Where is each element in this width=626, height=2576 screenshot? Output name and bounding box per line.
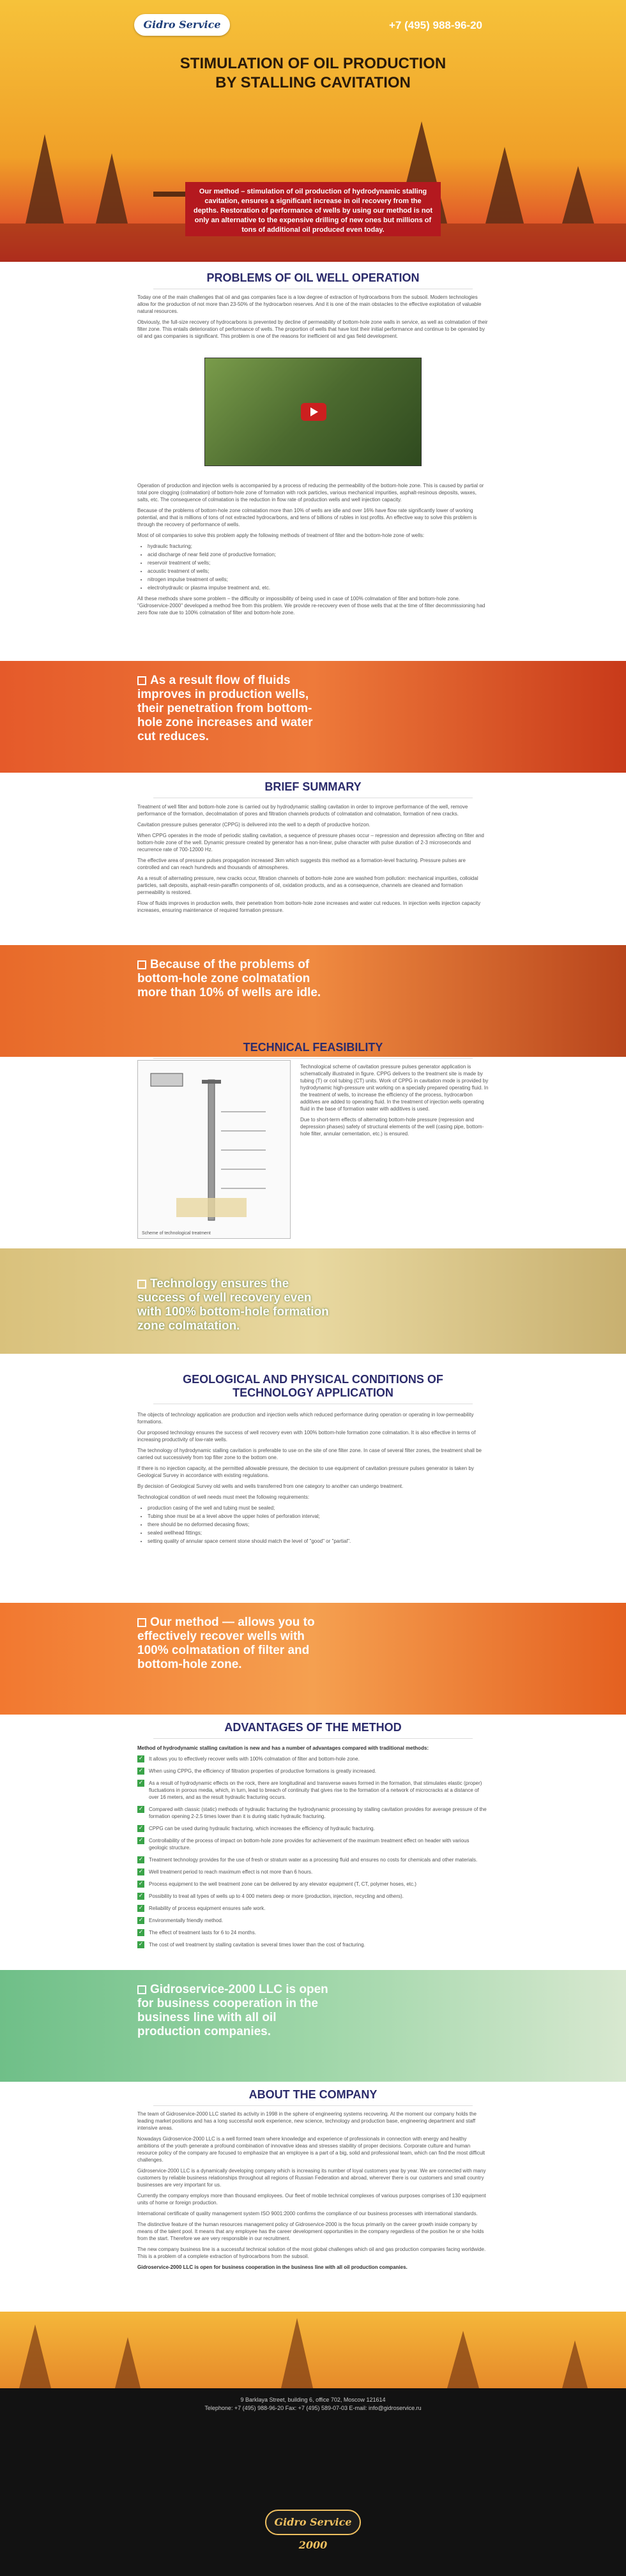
footer-phone-email[interactable]: Telephone: +7 (495) 988-96-20 Fax: +7 (495) 589-07-03 E-mail: info@gidroservice.ru: [204, 2405, 422, 2411]
advantage-text: Environmentally friendly method.: [149, 1918, 224, 1923]
list-item: • there should be no deformed decasing flows;: [148, 1521, 489, 1528]
banner-copy: Technology ensures the success of well recovery even with 100% bottom-hole formation zone colmatation.: [137, 1277, 329, 1333]
company-logo[interactable]: [134, 14, 230, 36]
well-scheme-graphic: [138, 1061, 291, 1227]
lead-box: Our method – stimulation of oil production of hydrodynamic stalling cavitation, ensures a significant increase in oil recovery from the depths. Restoration of performance of wells by using our method is not only an alternative to the expensive drilling of new ones but millions of tons of additional oil produced even today.: [185, 182, 441, 236]
list-item: • acid discharge of near field zone of productive formation;: [148, 551, 489, 558]
requirements-list: [148, 1504, 489, 1545]
technical-body: [300, 1063, 492, 1141]
problems-p2: Obviously, the full-size recovery of hydrocarbons is prevented by decline of permeability of bottom-hole zone walls in service, as well as colmatation of their filter zone. This entails deterioration of performance of wells. The proportion of wells that have lost their initial performance and continue to be operated by oil and gas companies is significant. This problem is one of the reasons for inefficient oil and gas field development.: [137, 319, 488, 339]
header-phone[interactable]: +7 (495) 988-96-20: [388, 19, 482, 31]
advantage-item: [137, 1825, 489, 1832]
advantage-item: [137, 1780, 489, 1801]
brief-title: BRIEF SUMMARY: [0, 780, 626, 798]
advantage-item: [137, 1941, 489, 1948]
about-p8: Gidroservice-2000 LLC is open for business cooperation in the business line with all oil production companies.: [137, 2264, 408, 2270]
footer-logo[interactable]: Gidro Service 2000: [265, 2510, 361, 2535]
advantage-item: [137, 1917, 489, 1924]
brief-p1: Treatment of well filter and bottom-hole zone is carried out by hydrodynamic stalling cavitation in order to improve performance of the well, remove performance of the formation, decolmatation of pores and filtration channels products of colmatation and colmatation, formation of new cracks.: [137, 804, 468, 817]
list-item: • sealed wellhead fittings;: [148, 1529, 489, 1536]
list-item: • setting quality of annular space cement stone should match the level of "good" or "partial".: [148, 1538, 489, 1545]
banner-technology-success: [0, 1248, 626, 1354]
about-title: ABOUT THE COMPANY: [0, 2088, 626, 2106]
brief-body: [137, 803, 489, 918]
oil-derricks-illustration: [0, 96, 626, 262]
check-icon: ✓: [138, 1768, 144, 1774]
check-icon: [137, 676, 146, 685]
banner-text: [137, 1616, 329, 1672]
treatment-scheme-diagram: [137, 1060, 291, 1239]
problems-p1: Today one of the main challenges that oil and gas companies face is a low degree of extraction of hydrocarbons from the subsoil. Modern technologies allow for the production of not more than 23-50% of the hydrocarbon reserves. And it is one of the main obstacles to the effective exploitation of valuable natural resources.: [137, 294, 482, 314]
play-icon[interactable]: [301, 403, 326, 421]
geo-title-line-2: TECHNOLOGY APPLICATION: [233, 1386, 393, 1399]
advantage-text: The cost of well treatment by stalling cavitation is several times lower than the cost of fracturing.: [149, 1942, 365, 1948]
banner-copy: Gidroservice-2000 LLC is open for business cooperation in the business line with all oil production companies.: [137, 1983, 328, 2038]
footer-illustration: [0, 2312, 626, 2388]
check-icon: ✓: [138, 1806, 144, 1812]
banner-idle-wells: [0, 945, 626, 1057]
problems-p4: Because of the problems of bottom-hole zone colmatation more than 10% of wells are idle and over 16% have flow rate significantly lower of working potential, and that is millions of tons of not extracted hydrocarbons, and tens of billions of rubles in lost profits. An effective way to solve this problem is through the recovery of performance of wells.: [137, 508, 477, 527]
title-line-1: STIMULATION OF OIL PRODUCTION: [179, 55, 447, 72]
check-icon: ✓: [138, 1893, 144, 1899]
brief-p3: When CPPG operates in the mode of periodic stalling cavitation, a sequence of pressure phases occur – repression and depression affecting on filter and bottom-hole zone of the well. Dynamic pressure created by generator has a non-linear, pulse character with pulse duration of 2-3 microseconds and recurrence rate of 700-12000 Hz.: [137, 833, 484, 852]
check-icon: ✓: [138, 1837, 144, 1844]
advantage-text: Process equipment to the well treatment zone can be delivered by any elevator equipment (T, CT, polymer hoses, etc.): [149, 1881, 416, 1887]
check-icon: [137, 960, 146, 969]
advantage-item: [137, 1868, 489, 1875]
advantage-item: [137, 1929, 489, 1936]
page-title: [0, 54, 626, 93]
advantages-title: ADVANTAGES OF THE METHOD: [0, 1721, 626, 1739]
geo-title-line-1: GEOLOGICAL AND PHYSICAL CONDITIONS OF: [183, 1373, 443, 1386]
footer: [0, 2388, 626, 2576]
title-line-2: BY STALLING CAVITATION: [215, 74, 411, 91]
brief-p6: Flow of fluids improves in production wells, their penetration from bottom-hole zone increases and water cut reduces. In injection wells injection capacity increases, ensuring maintenance of required formation pressure.: [137, 900, 481, 913]
advantage-item: [137, 1905, 489, 1912]
advantage-text: Reliability of process equipment ensures safe work.: [149, 1905, 266, 1911]
geo-p1: The objects of technology application are production and injection wells which reduced performance during operation or operating in low-permeability formations.: [137, 1412, 474, 1425]
banner-flow-improves: [0, 661, 626, 773]
problems-title: PROBLEMS OF OIL WELL OPERATION: [0, 271, 626, 289]
banner-text: [137, 958, 329, 1000]
advantage-item: [137, 1755, 489, 1762]
advantage-text: CPPG can be used during hydraulic fracturing, which increases the efficiency of hydraulic fracturing.: [149, 1826, 375, 1831]
banner-copy: As a result flow of fluids improves in production wells, their penetration from bottom-hole zone increases and water cut reduces.: [137, 674, 313, 743]
geo-p4: If there is no injection capacity, at the permitted allowable pressure, the decision to use equipment of cavitation pressure pulses generator is taken by Geological Survey in accordance with existing regulations.: [137, 1466, 474, 1478]
about-p7: The new company business line is a successful technical solution of the most global challenges which oil and gas production companies facing worldwide. This is a problem of a complete extraction of hydrocarbons from the subsoil.: [137, 2246, 486, 2259]
advantage-text: The effect of treatment lasts for 6 to 24 months.: [149, 1930, 256, 1936]
list-item: • electrohydraulic or plasma impulse treatment and, etc.: [148, 584, 489, 591]
check-icon: [137, 1618, 146, 1627]
technical-title: TECHNICAL FEASIBILITY: [0, 1041, 626, 1059]
banner-copy: Because of the problems of bottom-hole zone colmatation more than 10% of wells are idle.: [137, 958, 321, 999]
geo-p6: Technological condition of well needs must meet the following requirements:: [137, 1494, 310, 1500]
advantage-text: It allows you to effectively recover wells with 100% colmatation of filter and bottom-hole zone.: [149, 1756, 360, 1762]
banner-copy: Our method — allows you to effectively recover wells with 100% colmatation of filter and bottom-hole zone.: [137, 1616, 315, 1671]
check-icon: [137, 1280, 146, 1289]
about-p2: Nowadays Gidroservice-2000 LLC is a well formed team where knowledge and experience of professionals in connection with energy and healthy ambitions of the youth generate a profound combination of innovative ideas and stresses stability of proper decisions. Corporate culture and human resource policy of the company are focused to emphasize that an employee is a part of a big, solid and professional team, which can find the most difficult challenges.: [137, 2136, 485, 2163]
about-p6: The distinctive feature of the human resources management policy of Gidroservice-2000 is the focus primarily on the career growth inside company by means of the talent pool. It means that any employee has the career development opportunities in the company regardless of the position he or she holds from the start. Therefore we are very responsible in our recruitment.: [137, 2222, 484, 2241]
brief-p4: The effective area of pressure pulses propagation increased 3km which suggests this method as a formation-level fracturing. Pressure pulses are controlled and can reach hundreds and thousands of atmospheres.: [137, 858, 466, 870]
about-p4: Currently the company employs more than thousand employees. Our fleet of mobile technical complexes of various purposes comprises of 130 equipment units of home or foreign production.: [137, 2193, 486, 2206]
banner-our-method: [0, 1603, 626, 1715]
about-p3: Gidroservice-2000 LLC is a dynamically developing company which is increasing its number of loyal customers year by year. We are connected with many customers by reliable business relationships throughout all regions of Russian Federation and abroad, wherever there is our customers and small country businesses are very important for us.: [137, 2168, 486, 2188]
video-player[interactable]: [204, 358, 422, 466]
diagram-caption: Scheme of technological treatment: [142, 1231, 211, 1236]
check-icon: [137, 1985, 146, 1994]
about-body: [137, 2110, 489, 2275]
check-icon: ✓: [138, 1856, 144, 1863]
logo-text: Gidro Service: [143, 19, 221, 31]
check-icon: ✓: [138, 1881, 144, 1887]
advantage-text: When using CPPG, the efficiency of filtration properties of productive formations is greatly increased.: [149, 1768, 377, 1774]
check-icon: ✓: [138, 1917, 144, 1923]
brief-p5: As a result of alternating pressure, new cracks occur, filtration channels of bottom-hole zone are washed from pollution: mechanical impurities, colloidal particles, salt deposits, asphalt-resin-paraffin components of oil, oxidation products, and as a consequence, channels are cleaned and formation permeability is restored.: [137, 875, 478, 895]
list-item: • nitrogen impulse treatment of wells;: [148, 576, 489, 583]
problems-p6: All these methods share some problem – the difficulty or impossibility of being used in case of 100% colmatation of filter and bottom-hole zone. "Gidroservice-2000" developed a method free from this problem. We provide re-recovery even of those wells that at the time of filter decommissioning had zero flow rate due to 100% colmatation of filter and bottom-hole zone.: [137, 596, 485, 616]
advantage-item: [137, 1856, 489, 1863]
geo-title: [0, 1373, 626, 1404]
check-icon: ✓: [138, 1868, 144, 1875]
list-item: • production casing of the well and tubing must be sealed;: [148, 1504, 489, 1512]
check-icon: ✓: [138, 1941, 144, 1948]
banner-text: [137, 1983, 329, 2039]
check-icon: ✓: [138, 1825, 144, 1831]
geo-p3: The technology of hydrodynamic stalling cavitation is preferable to use on the site of one filter zone. In case of several filter zones, the treatment shall be carried out successively from top filter zone to the bottom one.: [137, 1448, 482, 1460]
advantage-text: As a result of hydrodynamic effects on the rock, there are longitudinal and transverse waves formed in the formation, that stimulates elastic (proper) fluctuations in porous media, which, in turn, lead to breach of continuity that gives rise to the formation of a network of microcracks at a distance of over 16 meters, and as the result hydraulic fracturing occurs.: [149, 1780, 482, 1800]
advantages-body: [137, 1745, 489, 1953]
check-icon: ✓: [138, 1929, 144, 1936]
geo-p2: Our proposed technology ensures the success of well recovery even with 100% bottom-hole formation zone colmatation. It is also effective in terms of increasing productivity of low-rate wells.: [137, 1430, 476, 1443]
advantages-intro: Method of hydrodynamic stalling cavitation is new and has a number of advantages compared with traditional methods:: [137, 1745, 429, 1751]
footer-address: 9 Barklaya Street, building 6, office 702, Moscow 121614: [240, 2397, 386, 2403]
about-p1: The team of Gidroservice-2000 LLC started its activity in 1998 in the sphere of engineering systems recovering. At the moment our company holds the leading market positions and has a long successful work experience, new science, technology and production base, engineering department and staff intensive areas.: [137, 2111, 477, 2131]
technical-p2: Due to short-term effects of alternating bottom-hole pressure (repression and depression phases) safety of structural elements of the well (casing pipe, bottom-hole filter, annular cementation, etc.) is ensured.: [300, 1117, 484, 1137]
check-icon: ✓: [138, 1905, 144, 1911]
technical-p1: Technological scheme of cavitation pressure pulses generator application is schematically illustrated in figure. CPPG delivers to the treatment site is made by tubing (T) or coil tubing (CT) units. Work of CPPG in cavitation mode is provided by hydrodynamic high-pressure unit working on a specially prepared operating fluid. In the treatment of wells, to increase the efficiency of the process, hydrocarbon additives are added to operating fluid. In the treatment of injection wells operating fluid in the base of formation water with additives is used.: [300, 1064, 489, 1112]
advantage-text: Compared with classic (static) methods of hydraulic fracturing the hydrodynamic processing by stalling cavitation provides for average pressure of the formation opening 2-2.5 times lower than it is during static hydraulic fracturing.: [149, 1807, 487, 1819]
check-icon: ✓: [138, 1780, 144, 1786]
list-item: • acoustic treatment of wells;: [148, 568, 489, 575]
check-icon: ✓: [138, 1755, 144, 1762]
brief-p2: Cavitation pressure pulses generator (CPPG) is delivered into the well to a depth of productive horizon.: [137, 822, 370, 828]
list-item: • Tubing shoe must be at a level above the upper holes of perforation interval;: [148, 1513, 489, 1520]
banner-text: [137, 1277, 329, 1333]
footer-contacts: [0, 2396, 626, 2413]
advantage-text: Possibility to treat all types of wells up to 4 000 meters deep or more (production, injection, recycling and others).: [149, 1893, 404, 1899]
advantage-item: [137, 1837, 489, 1851]
geo-p5: By decision of Geological Survey old wells and wells transferred from one category to another can undergo treatment.: [137, 1483, 404, 1489]
advantage-item: [137, 1806, 489, 1820]
methods-list: [148, 543, 489, 591]
advantage-item: [137, 1881, 489, 1888]
advantage-item: [137, 1893, 489, 1900]
problems-p3: Operation of production and injection wells is accompanied by a process of reducing the permeability of the bottom-hole zone. This is caused by partial or total pore clogging (colmatation) of bottom-hole zone of formation with rock particles, various mechanical impurities, asphalt-resinous deposits, waxes, salts, etc. The consequence of colmatation is the reduction in flow rate of production wells and well injection capacity.: [137, 483, 484, 503]
problems-intro: [137, 294, 489, 344]
hero-section: [0, 0, 626, 262]
advantage-text: Well treatment period to reach maximum effect is not more than 6 hours.: [149, 1869, 313, 1875]
problems-p5: Most of oil companies to solve this problem apply the following methods of treatment of filter and the bottom-hole zone of wells:: [137, 533, 425, 538]
advantage-item: [137, 1768, 489, 1775]
footer-derricks-graphic: [0, 2312, 626, 2388]
advantage-text: Treatment technology provides for the use of fresh or stratum water as a processing fluid and ensures no costs for chemicals and other materials.: [149, 1857, 478, 1863]
list-item: • hydraulic fracturing;: [148, 543, 489, 550]
banner-text: [137, 674, 329, 744]
advantage-text: Controllability of the process of impact on bottom-hole zone provides for achievement of the maximum treatment effect on header with various geologic structure.: [149, 1838, 470, 1851]
banner-cooperation: [0, 1970, 626, 2082]
geo-body: [137, 1411, 489, 1549]
list-item: • reservoir treatment of wells;: [148, 559, 489, 566]
problems-body: [137, 482, 489, 620]
about-p5: International certificate of quality management system ISO 9001:2000 confirms the compliance of our business processes with international standards.: [137, 2211, 478, 2216]
